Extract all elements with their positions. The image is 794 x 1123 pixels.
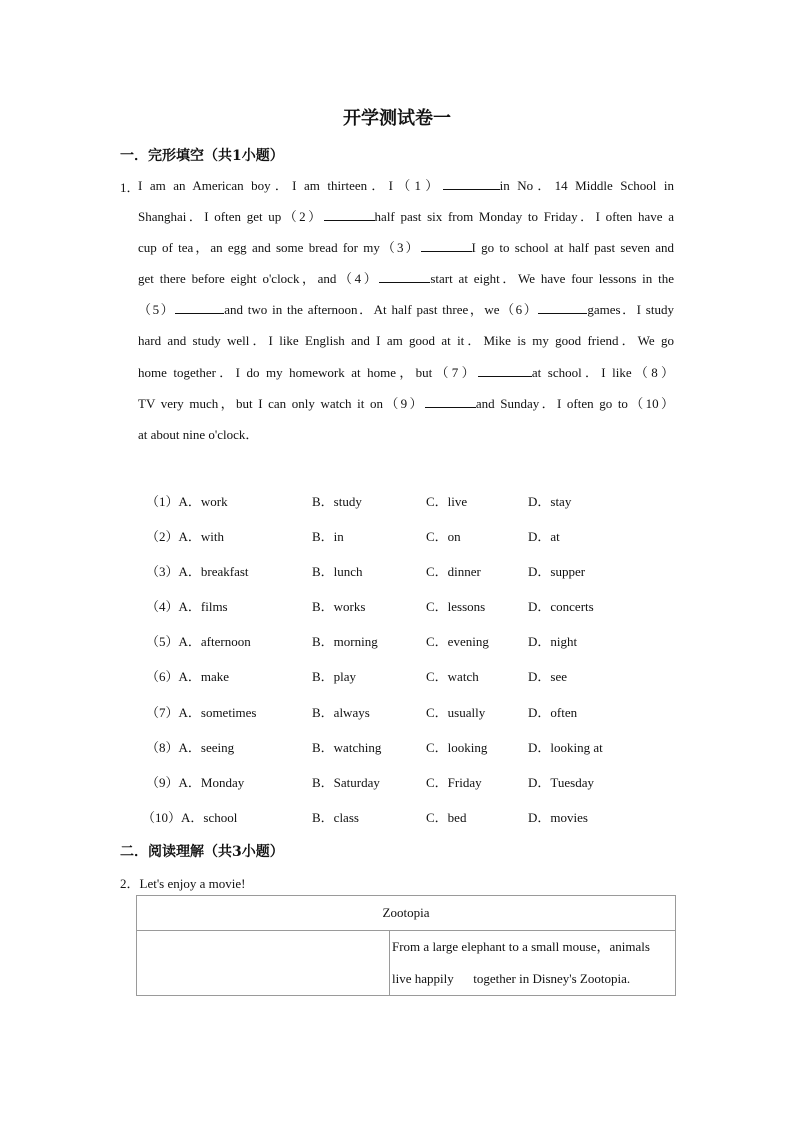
option-a[interactable]: （2）A．with [146, 529, 225, 545]
section-heading-cloze: 一．完形填空（共1小题） [120, 148, 284, 164]
movie-title-cell: Zootopia [137, 896, 676, 931]
passage-line: TV very much，but I can only watch it on（9） and Sunday．I often go to（10） [138, 395, 674, 411]
answer-blank-2[interactable] [324, 209, 375, 221]
option-a[interactable]: （9）A．Monday [146, 774, 245, 790]
option-b[interactable]: B．study [312, 494, 362, 509]
option-b[interactable]: B．Saturday [312, 774, 380, 790]
answer-blank-9[interactable] [425, 396, 476, 408]
passage-line: hard and study well．I like English and I am good at it．Mike is my good friend．We go [138, 333, 674, 349]
section-heading-reading: 二．阅读理解（共3小题） [120, 844, 284, 860]
option-a[interactable]: （4）A．films [146, 599, 228, 615]
option-d[interactable]: D．see [528, 669, 567, 685]
option-row [146, 624, 686, 659]
option-row [146, 589, 686, 624]
option-b[interactable]: B．class [312, 809, 359, 825]
option-c[interactable]: C．watch [426, 669, 479, 685]
option-c[interactable]: C．lessons [426, 599, 486, 615]
cloze-passage [138, 170, 674, 450]
option-row [142, 800, 686, 835]
option-row [146, 519, 686, 554]
passage-line: get there before eight o'clock，and（4） start at eight．We have four lessons in the [138, 271, 674, 287]
option-b[interactable]: B．watching [312, 739, 382, 755]
option-row [146, 554, 686, 589]
passage-line: home together．I do my homework at home，but（7） at school．I like（8） [138, 364, 674, 380]
option-c[interactable]: C．Friday [426, 774, 482, 790]
option-row [146, 730, 686, 765]
option-c[interactable]: C．looking [426, 739, 488, 755]
movie-description-line: From a large elephant to a small mouse，animals [392, 939, 650, 954]
options-list [142, 484, 686, 835]
option-a[interactable]: （1）A．work [146, 494, 228, 509]
movie-table [136, 895, 676, 996]
option-c[interactable]: C．evening [426, 634, 489, 650]
option-b[interactable]: B．lunch [312, 564, 363, 580]
movie-description-cell [390, 931, 676, 996]
option-a[interactable]: （8）A．seeing [146, 739, 235, 755]
option-b[interactable]: B．in [312, 529, 344, 545]
option-d[interactable]: D．night [528, 634, 578, 650]
answer-blank-4[interactable] [379, 271, 430, 283]
option-b[interactable]: B．works [312, 599, 366, 615]
option-d[interactable]: D．at [528, 529, 560, 545]
option-a[interactable]: （3）A．breakfast [146, 564, 249, 580]
passage-line: at about nine o'clock． [138, 426, 259, 442]
option-c[interactable]: C．dinner [426, 564, 481, 580]
answer-blank-1[interactable] [443, 178, 500, 190]
option-b[interactable]: B．always [312, 704, 370, 720]
option-d[interactable]: D．often [528, 704, 578, 720]
option-b[interactable]: B．play [312, 669, 357, 685]
option-d[interactable]: D．stay [528, 494, 572, 509]
option-a[interactable]: （7）A．sometimes [146, 704, 257, 720]
option-row [146, 484, 686, 519]
option-a[interactable]: （5）A．afternoon [146, 634, 251, 650]
option-c[interactable]: C．live [426, 494, 468, 509]
option-d[interactable]: D．concerts [528, 599, 594, 615]
passage-line: I am an American boy．I am thirteen．I（1） in No．14 Middle School in [138, 178, 674, 193]
answer-blank-7[interactable] [478, 365, 532, 377]
passage-line: （5） and two in the afternoon．At half past three，we（6） games．I study [138, 302, 674, 318]
option-row [146, 765, 686, 800]
movie-description-line: live happily together in Disney's Zootopia. [392, 971, 631, 986]
option-b[interactable]: B．morning [312, 634, 378, 650]
answer-blank-3[interactable] [421, 240, 472, 252]
answer-blank-5[interactable] [175, 302, 224, 314]
option-d[interactable]: D．looking at [528, 739, 603, 755]
option-a[interactable]: （10）A．school [142, 809, 238, 825]
question-2-intro: 2．Let's enjoy a movie! [120, 876, 246, 891]
page-title: 开学测试卷一 [343, 108, 451, 129]
passage-line: cup of tea，an egg and some bread for my（3） I go to school at half past seven and [138, 240, 674, 256]
option-d[interactable]: D．movies [528, 809, 588, 825]
movie-image-cell [137, 931, 390, 996]
option-a[interactable]: （6）A．make [146, 669, 230, 685]
answer-blank-6[interactable] [538, 302, 587, 314]
option-d[interactable]: D．supper [528, 564, 586, 580]
option-c[interactable]: C．bed [426, 809, 467, 825]
question-number-1: 1． [120, 180, 140, 195]
option-row [146, 695, 686, 730]
option-row [146, 659, 686, 694]
option-c[interactable]: C．usually [426, 704, 486, 720]
option-d[interactable]: D．Tuesday [528, 774, 594, 790]
passage-line: Shanghai．I often get up（2） half past six from Monday to Friday．I often have a [138, 209, 674, 225]
option-c[interactable]: C．on [426, 529, 461, 545]
